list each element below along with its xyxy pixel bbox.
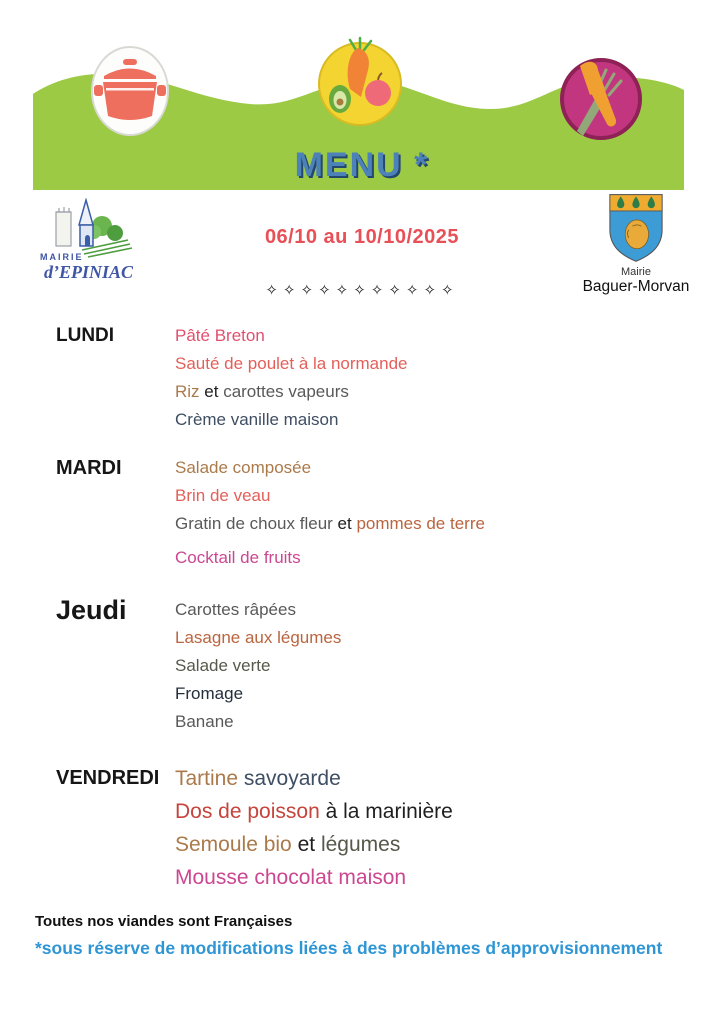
dish-segment: Salade composée: [175, 458, 312, 477]
dish-segment: Sauté de poulet à la normande: [175, 354, 408, 373]
fruits-vegetables-icon: [319, 38, 401, 125]
menu-days: [0, 322, 724, 894]
dish-segment: Salade verte: [175, 656, 271, 675]
diamond-divider: ✧✧✧✧✧✧✧✧✧✧✧: [265, 282, 459, 299]
menu-day-row: [0, 596, 724, 736]
dish-segment: Cocktail de fruits: [175, 548, 301, 567]
day-items: [175, 322, 724, 434]
page-title: MENU *: [294, 146, 430, 184]
dish-segment: à la marinière: [325, 800, 453, 823]
dish-segment: carottes vapeurs: [223, 382, 349, 401]
dish-line: [175, 828, 724, 861]
dish-segment: Semoule bio: [175, 833, 298, 856]
menu-day-row: [0, 454, 724, 572]
dish-segment: Gratin de choux fleur: [175, 514, 338, 533]
dish-segment: Tartine: [175, 767, 244, 790]
dish-segment: Dos de poisson: [175, 800, 326, 823]
day-items: [175, 762, 724, 894]
dish-segment: pommes de terre: [356, 514, 485, 533]
baguer-morvan-logo: [578, 192, 694, 296]
dish-segment: Crème vanille maison: [175, 410, 339, 429]
day-label: LUNDI: [56, 325, 115, 346]
dish-line: [175, 652, 724, 680]
dish-line: [175, 322, 724, 350]
day-label: Jeudi: [56, 595, 127, 625]
dish-segment: Carottes râpées: [175, 600, 296, 619]
dish-segment: et: [297, 833, 321, 856]
dish-line: [175, 596, 724, 624]
cutlery-icon: [562, 60, 640, 138]
dish-segment: savoyarde: [243, 767, 341, 790]
dish-segment: Brin de veau: [175, 486, 271, 505]
cooking-pot-icon: [92, 47, 168, 135]
dish-segment: Mousse chocolat maison: [175, 866, 407, 889]
baguer-mairie-label: Mairie: [621, 266, 651, 278]
dish-line: [175, 350, 724, 378]
dish-line: [175, 406, 724, 434]
dish-line: [175, 624, 724, 652]
day-label: MARDI: [56, 457, 122, 479]
disclaimer-note: *sous réserve de modifications liées à des problèmes d’approvisionnement: [35, 938, 663, 958]
meat-origin-note: Toutes nos viandes sont Françaises: [35, 913, 293, 930]
dish-line: [175, 482, 724, 510]
menu-day-row: [0, 322, 724, 434]
date-range: 06/10 au 10/10/2025: [264, 226, 460, 248]
day-items: [175, 596, 724, 736]
dish-line: [175, 861, 724, 894]
day-label: VENDREDI: [56, 767, 160, 789]
epiniac-mairie-label: MAIRIE: [40, 252, 84, 262]
dish-line: [175, 454, 724, 482]
epiniac-name-label: d’EPINIAC: [44, 262, 134, 282]
dish-segment: Riz: [175, 382, 205, 401]
dish-segment: Fromage: [175, 684, 244, 703]
baguer-morvan-crest-icon: [604, 192, 668, 264]
dish-segment: et: [337, 514, 357, 533]
dish-line: [175, 544, 724, 572]
dish-segment: Banane: [175, 712, 234, 731]
dish-segment: Pâté Breton: [175, 326, 265, 345]
baguer-name-label: Baguer-Morvan: [582, 278, 690, 295]
dish-line: [175, 378, 724, 406]
day-items: [175, 454, 724, 572]
dish-segment: Lasagne aux légumes: [175, 628, 342, 647]
dish-line: [175, 762, 724, 795]
dish-line: [175, 795, 724, 828]
dish-segment: légumes: [320, 833, 401, 856]
dish-segment: et: [204, 382, 224, 401]
menu-day-row: [0, 762, 724, 894]
dish-line: [175, 510, 724, 538]
dish-line: [175, 680, 724, 708]
dish-line: [175, 708, 724, 736]
